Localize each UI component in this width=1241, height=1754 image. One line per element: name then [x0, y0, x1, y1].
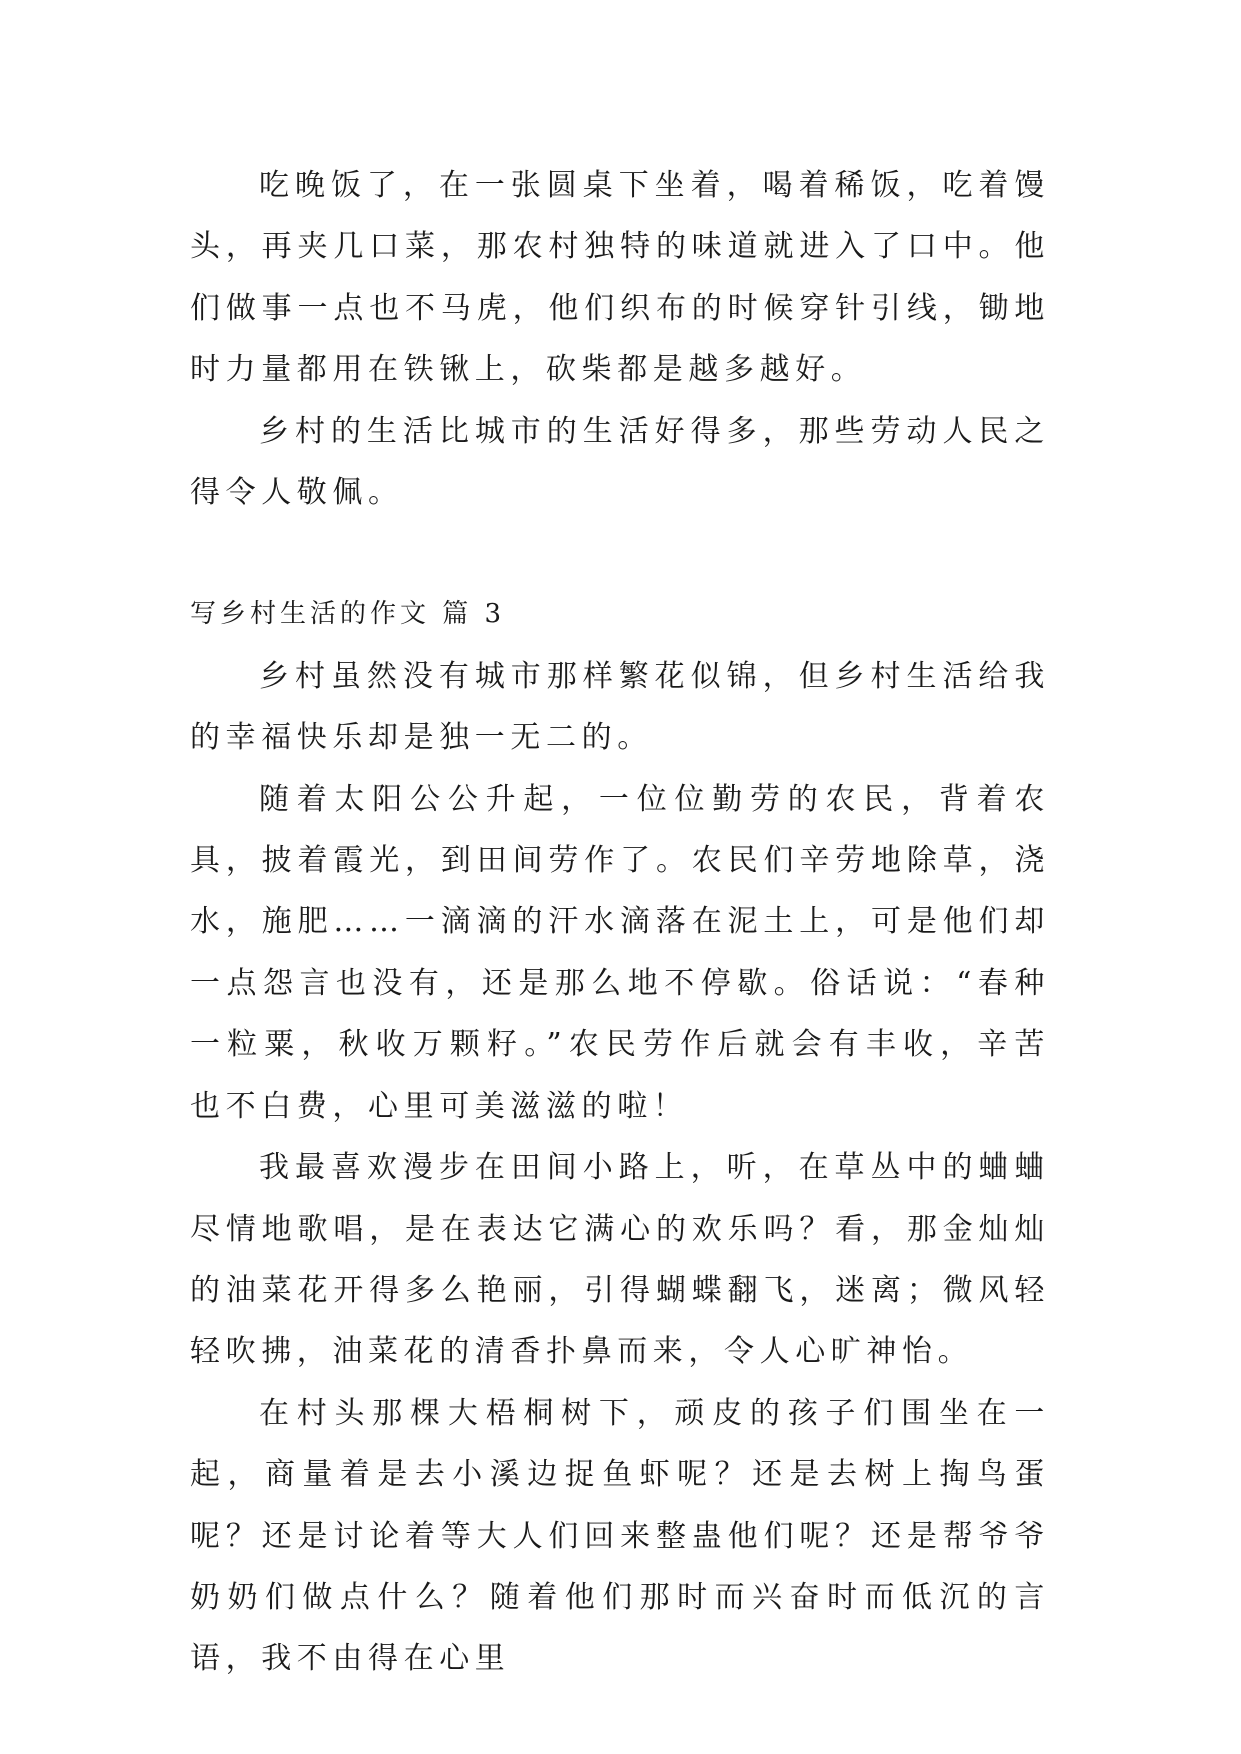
paragraph-dinner: 吃晚饭了，在一张圆桌下坐着，喝着稀饭，吃着馒头，再夹几口菜，那农村独特的味道就进入了口中。他们做事一点也不马虎，他们织布的时候穿针引线，锄地时力量都用在铁锹上，砍柴都是越多越好。: [190, 168, 1050, 388]
paragraph-children: 在村头那棵大梧桐树下，顽皮的孩子们围坐在一起，商量着是去小溪边捉鱼虾呢？还是去树上掏鸟蛋呢？还是讨论着等大人们回来整蛊他们呢？还是帮爷爷奶奶们做点什么？随着他们那时而兴奋时而低沉的言语，我不由得在心里: [190, 1395, 1050, 1677]
paragraph-village-life: 乡村的生活比城市的生活好得多，那些劳动人民之得令人敬佩。: [190, 413, 1050, 511]
document-body: [190, 155, 1050, 1690]
paragraph-intro: 乡村虽然没有城市那样繁花似锦，但乡村生活给我的幸福快乐却是独一无二的。: [190, 658, 1050, 756]
paragraph-walk: 我最喜欢漫步在田间小路上，听，在草丛中的蛐蛐尽情地歌唱，是在表达它满心的欢乐吗？看，那金灿灿的油菜花开得多么艳丽，引得蝴蝶翻飞，迷离；微风轻轻吹拂，油菜花的清香扑鼻而来，令人心旷神怡。: [190, 1150, 1050, 1370]
paragraph-farmers: 随着太阳公公升起，一位位勤劳的农民，背着农具，披着霞光，到田间劳作了。农民们辛劳地除草，浇水，施肥……一滴滴的汗水滴落在泥土上，可是他们却一点怨言也没有，还是那么地不停歇。俗话说：“春种一粒粟，秋收万颗籽。”农民劳作后就会有丰收，辛苦也不白费，心里可美滋滋的啦！: [190, 781, 1050, 1124]
section-spacer: [190, 523, 1050, 584]
section-heading: 写乡村生活的作文 篇 3: [190, 599, 506, 630]
